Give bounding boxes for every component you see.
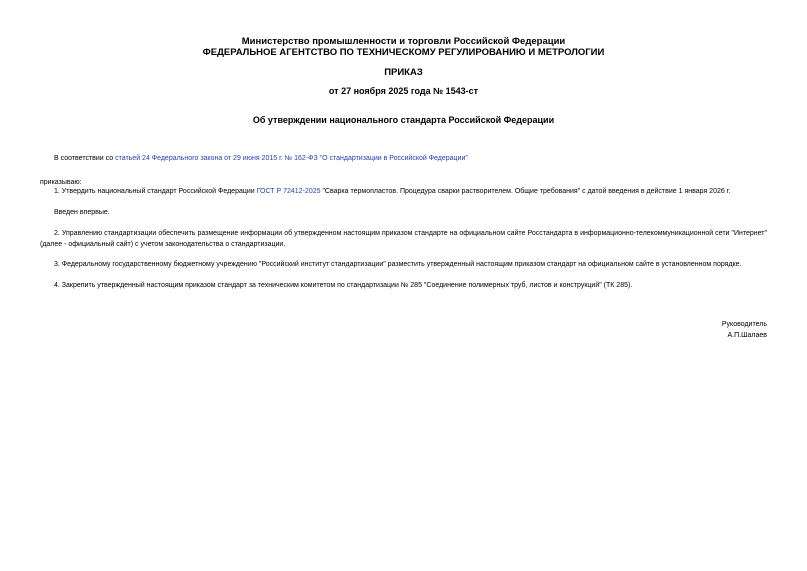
item-1-suffix: "Сварка термопластов. Процедура сварки растворителем. Общие требования" с датой введения в действие 1 января 2026 г. (320, 188, 731, 195)
order-word: приказываю: (40, 179, 82, 186)
item-3-paragraph: 3. Федеральному государственному бюджетному учреждению "Российский институт стандартизации" разместить утвержденный настоящим приказом стандарт на официальном сайте в установленном порядке. (54, 261, 742, 268)
signatory-name: А.П.Шалаев (727, 332, 767, 339)
item-1-paragraph (54, 186, 730, 197)
document-type: ПРИКАЗ (384, 67, 423, 78)
ministry-name: Министерство промышленности и торговли Российской Федерации (241, 36, 566, 47)
preamble-prefix: В соответствии со (54, 155, 116, 162)
gost-standard-link[interactable]: ГОСТ Р 72412-2025 (256, 188, 321, 195)
preamble-paragraph (54, 153, 468, 164)
item-2-paragraph: 2. Управлению стандартизации обеспечить размещение информации об утвержденном настоящим приказом стандарте на официальном сайте Росстандарта в информационно-телекоммуникационной сети "Интернет" (далее - официальный сайт) с учетом законодательства о стандартизации. (40, 230, 767, 248)
introduced-first-note: Введен впервые. (54, 209, 110, 216)
item-4-paragraph: 4. Закрепить утвержденный настоящим приказом стандарт за техническим комитетом по стандартизации № 285 "Соединение полимерных труб, листов и конструкций" (ТК 285). (54, 282, 633, 289)
signatory-position: Руководитель (721, 321, 767, 328)
item-1-prefix: 1. Утвердить национальный стандарт Российской Федерации (54, 188, 257, 195)
agency-name: ФЕДЕРАЛЬНОЕ АГЕНТСТВО ПО ТЕХНИЧЕСКОМУ РЕГУЛИРОВАНИЮ И МЕТРОЛОГИИ (202, 47, 605, 58)
document-date-number: от 27 ноября 2025 года № 1543-ст (328, 86, 479, 96)
federal-law-link[interactable]: статьей 24 Федерального закона от 29 июня 2015 г. № 162-ФЗ "О стандартизации в Российской Федерации" (115, 155, 468, 162)
document-subject: Об утверждении национального стандарта Российской Федерации (252, 115, 555, 125)
